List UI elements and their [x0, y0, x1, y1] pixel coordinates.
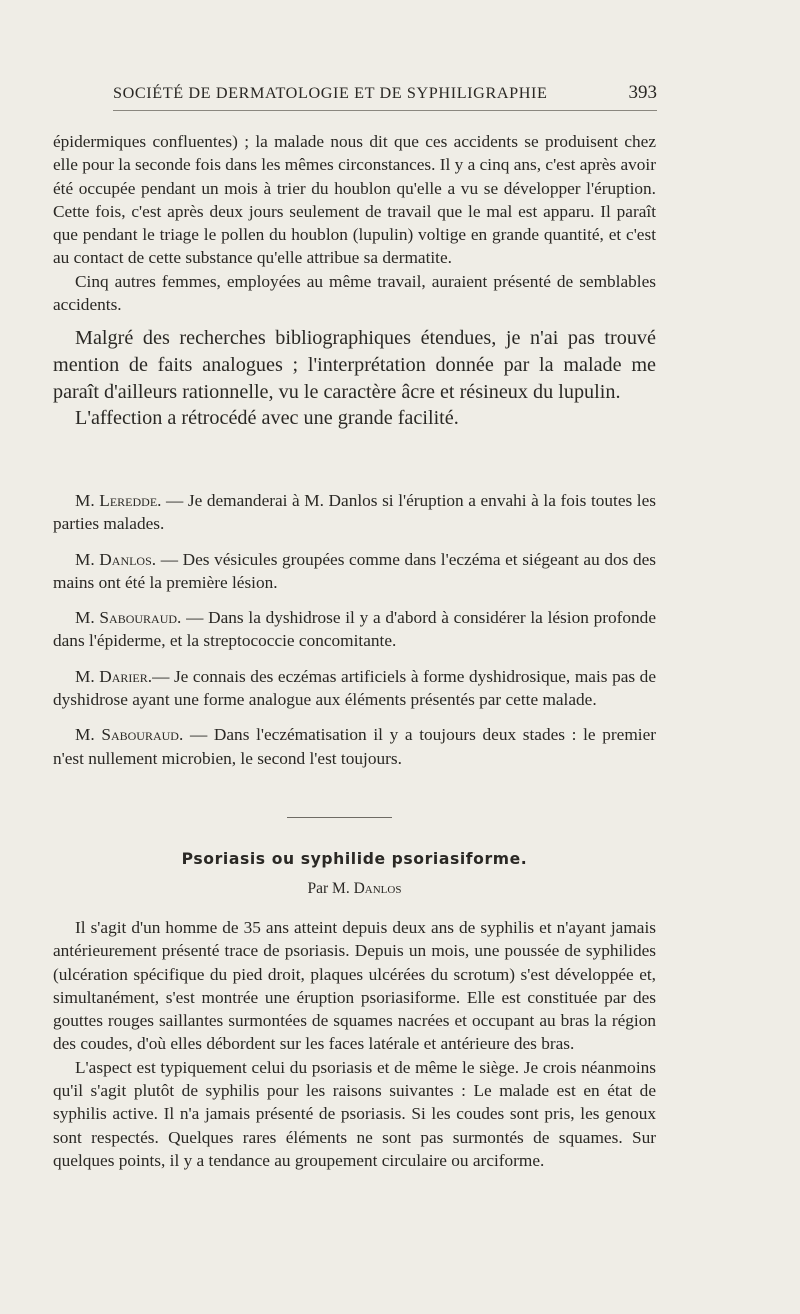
- speaker-name: M. Darier.: [75, 666, 153, 686]
- discussion: [53, 489, 656, 770]
- discussion-entry: [53, 489, 656, 536]
- discussion-text: — Dans la dyshidrose il y a d'abord à considérer la lésion profonde dans l'épiderme, et la streptococcie concomitante.: [53, 608, 656, 651]
- paragraph-large: Malgré des recherches bibliographiques étendues, je n'ai pas trouvé mention de faits analogues ; l'interprétation donnée par la malade me paraît d'ailleurs rationnelle, vu le caractère âcre et résineux du lupulin.: [53, 327, 656, 403]
- discussion-text: — Je connais des eczémas artificiels à forme dyshidrosique, mais pas de dyshidrose ayant une forme analogue aux éléments présentés par cette malade.: [53, 666, 656, 710]
- discussion-text: — Des vésicules groupées comme dans l'eczéma et siégeant au dos des mains ont été la première lésion.: [53, 549, 656, 592]
- section-separator: [287, 817, 392, 818]
- paragraph-continuation: épidermiques confluentes) ; la malade nous dit que ces accidents se produisent chez elle pour la seconde fois dans les mêmes circonstances. Il y a cinq ans, c'est après avoir été occupée pendant un mois à trier du houblon qu'elle a vu se développer l'éruption. Cette fois, c'est après deux jours seulement de travail que le mal est apparu. Il paraît que pendant le triage le pollen du houblon (lupulin) voltige en grande quantité, et c'est au contact de cette substance qu'elle attribue sa dermatite.: [53, 132, 656, 268]
- discussion-entry: [53, 723, 656, 770]
- discussion-entry: [53, 548, 656, 595]
- header-rule: [113, 110, 657, 111]
- discussion-entry: [53, 665, 656, 712]
- byline-prefix: Par M.: [307, 880, 350, 897]
- discussion-text: — Je demanderai à M. Danlos si l'éruption a envahi à la fois toutes les parties malades.: [53, 491, 656, 534]
- speaker-name: M. Sabouraud.: [75, 725, 184, 745]
- byline-author: Danlos: [353, 880, 402, 897]
- paragraph: Il s'agit d'un homme de 35 ans atteint depuis deux ans de syphilis et n'ayant jamais antérieurement présenté trace de psoriasis. Depuis un mois, une poussée de syphilides (ulcération spécifique du pied droit, plaques ulcérées du scrotum) s'est développée et, simultanément, s'est montrée une éruption psoriasiforme. Elle est constituée par des gouttes rouges saillantes surmontées de squames nacrées et occupant au bras la région des coudes, d'où elles débordent sur les faces latérale et antérieure des bras.: [53, 918, 656, 1054]
- discussion-entry: [53, 606, 656, 653]
- paragraph: Cinq autres femmes, employées au même travail, auraient présenté de semblables accidents.: [53, 271, 656, 315]
- discussion-text: — Dans l'eczématisation il y a toujours deux stades : le premier n'est nullement microbien, le second l'est toujours.: [53, 725, 656, 768]
- body-text: [53, 130, 656, 432]
- section-body: [53, 916, 656, 1172]
- section-byline: [53, 880, 656, 898]
- speaker-name: M. Danlos.: [75, 549, 157, 569]
- page-number: 393: [628, 82, 657, 103]
- running-head: SOCIÉTÉ DE DERMATOLOGIE ET DE SYPHILIGRAPHIE: [113, 84, 548, 102]
- page-header: [113, 80, 657, 110]
- section-title: Psoriasis ou syphilide psoriasiforme.: [181, 850, 528, 868]
- speaker-name: M. Sabouraud.: [75, 608, 182, 628]
- speaker-name: M. Leredde.: [75, 491, 162, 510]
- paragraph-large: L'affection a rétrocédé avec une grande facilité.: [75, 407, 459, 430]
- paragraph: L'aspect est typiquement celui du psoriasis et de même le siège. Je crois néanmoins qu'il s'agit plutôt de syphilis pour les raisons suivantes : Le malade est en état de syphilis active. Il n'a jamais présenté de psoriasis. Si les coudes sont pris, les genoux sont respectés. Quelques rares éléments ne sont pas surmontés de squames. Sur quelques points, il y a tendance au groupement circulaire ou arciforme.: [53, 1057, 656, 1170]
